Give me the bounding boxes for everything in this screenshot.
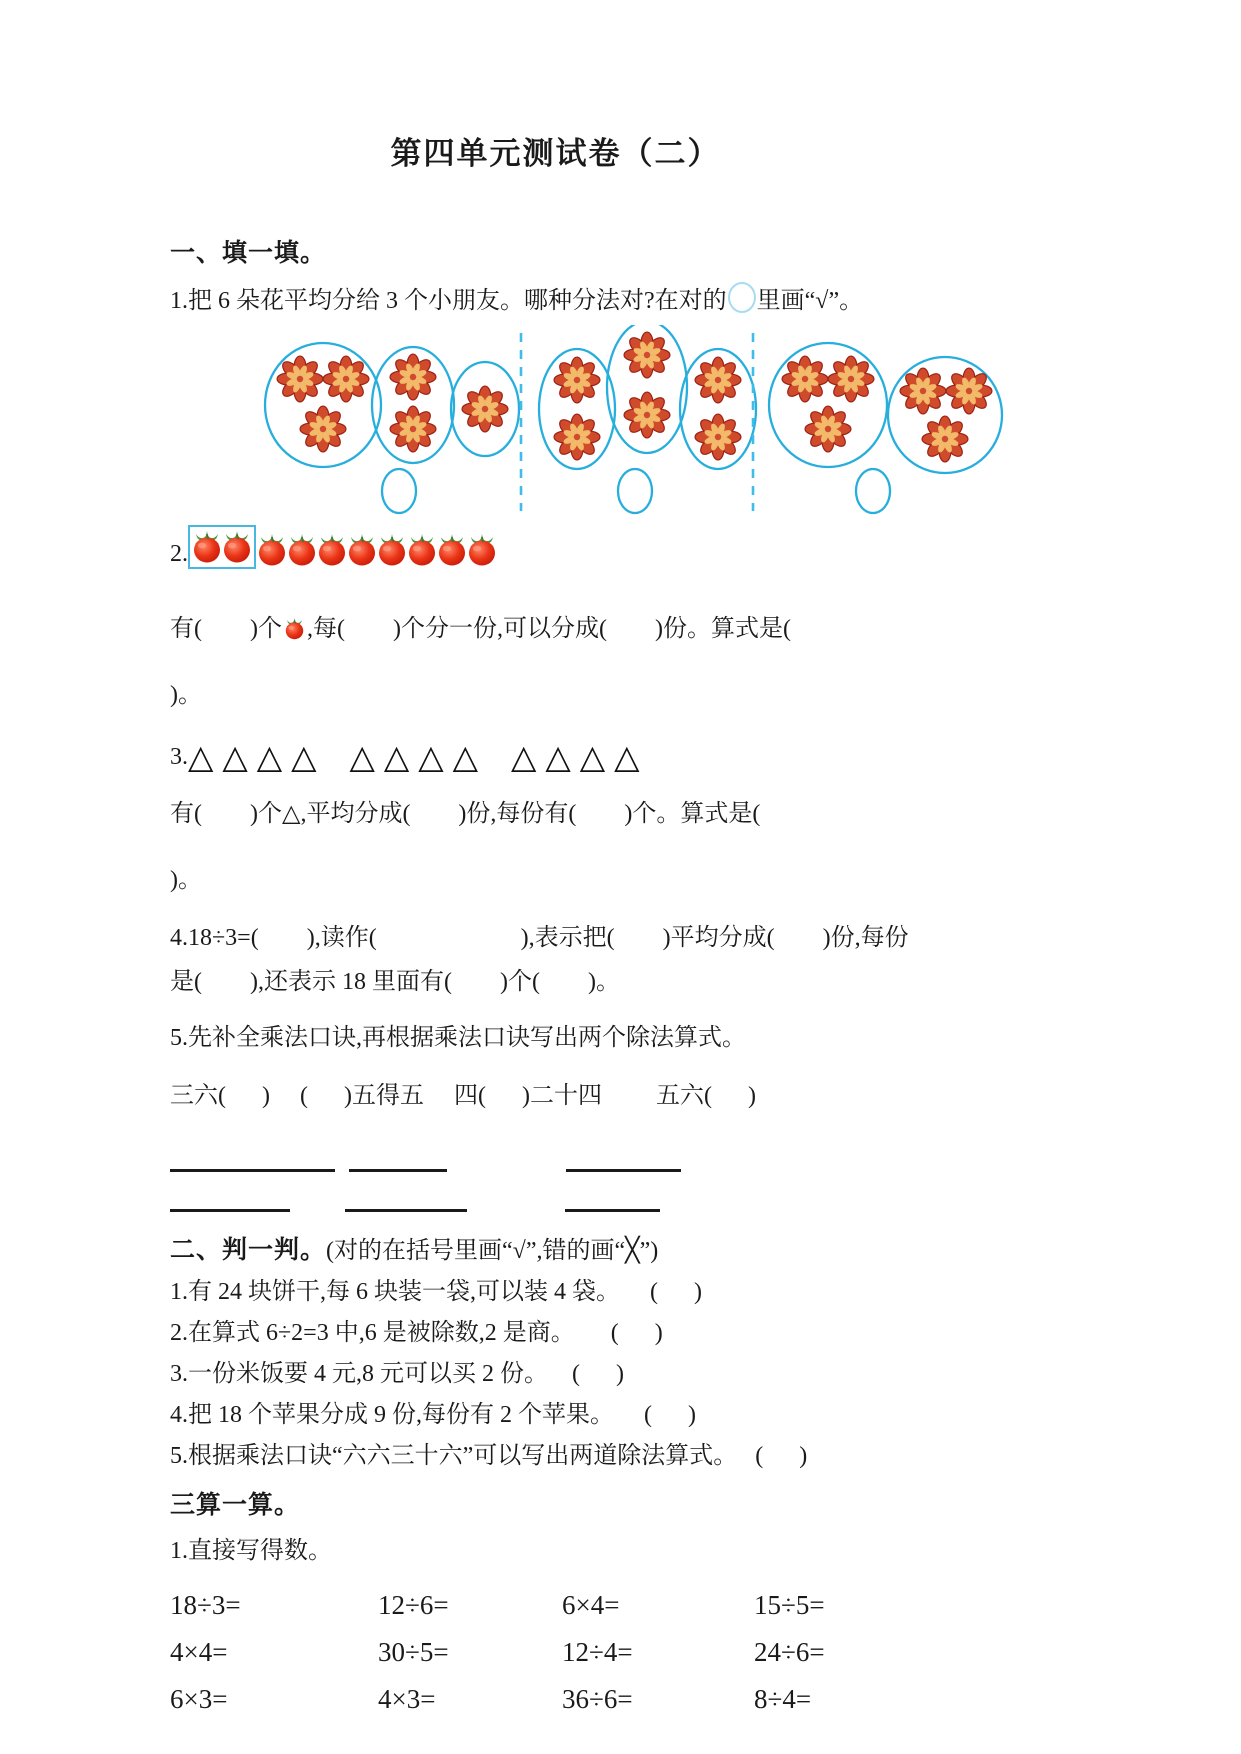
calc-grid [170,1590,1101,1714]
calc-problem: 36÷6= [562,1684,633,1714]
calc-problem: 24÷6= [754,1637,825,1667]
q1-text [170,279,1101,323]
q4-text-line2: 是( ),还表示 18 里面有( )个( )。 [170,969,620,995]
triangle-group: △△△△ [511,737,649,776]
q3-text-line2: )。 [170,867,202,893]
flower-icon [277,356,323,402]
division-blank-row-1 [170,1156,1101,1172]
flower-icon [462,386,508,432]
q2-text-a: 有( )个 [170,616,282,642]
flower-icon [390,354,436,400]
triangle-group: △△△△ [349,737,488,776]
answer-circle [856,469,890,513]
q1-text-after: 里画“√”。 [756,288,864,314]
section2-note: (对的在括号里画“√”,错的画“╳”) [326,1238,659,1264]
tomato-icon [317,531,347,569]
division-blank-row-2 [170,1196,1101,1212]
tomato-icon [437,531,467,569]
flower-icon [922,416,968,462]
tomato-icon [222,528,252,566]
judge-item: 3.一份米饭要 4 元,8 元可以买 2 份。 ( ) [170,1361,624,1387]
flower-icon [946,368,992,414]
answer-line [565,1196,660,1212]
section2-heading: 二、判一判。 [170,1236,327,1264]
calc-problem: 8÷4= [754,1684,812,1714]
judge-item: 5.根据乘法口诀“六六三十六”可以写出两道除法算式。 ( ) [170,1443,808,1469]
calc-row [170,1684,1101,1714]
q5-text: 5.先补全乘法口诀,再根据乘法口诀写出两个除法算式。 [170,1025,746,1051]
flower-icon [695,414,741,460]
q2-text-line1 [170,607,1101,651]
tomato-icon [192,528,222,566]
calc-problem: 12÷6= [378,1590,449,1620]
q3-number: 3. [170,743,188,770]
q2-text-b: ,每( )个分一份,可以分成( )份。算式是( [306,616,791,642]
q3-text-line1: 有( )个△,平均分成( )份,每份有( )个。算式是( [170,801,761,827]
flower-icon [554,357,600,403]
answer-line [170,1156,335,1172]
answer-circle [618,469,652,513]
calc-problem: 30÷5= [378,1637,449,1667]
calc-row [170,1590,1101,1620]
judge-items [170,1272,1101,1477]
answer-circle-icon [728,282,756,313]
tomato-icon [347,531,377,569]
calc-row [170,1637,1101,1667]
section2-heading-row [170,1230,1101,1266]
judge-item: 1.有 24 块饼干,每 6 块装一袋,可以装 4 袋。 ( ) [170,1279,702,1305]
q2-tomato-row [170,525,1101,569]
judge-item: 2.在算式 6÷2=3 中,6 是被除数,2 是商。 ( ) [170,1320,663,1346]
answer-line [566,1156,681,1172]
judge-item: 4.把 18 个苹果分成 9 份,每份有 2 个苹果。 ( ) [170,1402,696,1428]
q4-text-line1: 4.18÷3=( ),读作( ),表示把( )平均分成( )份,每份 [170,925,909,951]
flower-figure-svg [183,325,1083,525]
flower-icon [323,356,369,402]
flower-icon [390,406,436,452]
flower-icon [300,406,346,452]
tomato-icon [467,531,497,569]
tomato-icon [257,531,287,569]
tomato-row-images [188,525,497,569]
q2-text-line2: )。 [170,682,202,708]
tomato-icon [282,613,307,643]
calc-problem: 6×4= [562,1590,620,1620]
flower-icon [554,414,600,460]
tomato-icon [407,531,437,569]
section1-heading: 一、填一填。 [170,239,327,267]
flower-icon [624,332,670,378]
flower-icon [805,406,851,452]
flower-icon [782,356,828,402]
calc-problem: 12÷4= [562,1637,633,1667]
q5-formula-line: 三六( ) ( )五得五 四( )二十四 五六( ) [170,1083,756,1109]
answer-line [349,1156,447,1172]
answer-line [345,1196,467,1212]
q2-number: 2. [170,541,188,567]
tomato-icon [377,531,407,569]
triangle-group: △△△△ [188,737,326,776]
page-title: 第四单元测试卷（二） [390,136,721,171]
calc-problem: 15÷5= [754,1590,825,1620]
answer-line [170,1196,290,1212]
answer-circle [382,469,416,513]
calc-problem: 4×4= [170,1637,228,1667]
section3-heading: 三算一算。 [170,1491,301,1519]
flower-icon [624,392,670,438]
calc-problem: 4×3= [378,1684,436,1714]
q1-text-before: 1.把 6 朵花平均分给 3 个小朋友。哪种分法对?在对的 [170,288,727,314]
calc-problem: 18÷3= [170,1590,241,1620]
section3-sub: 1.直接写得数。 [170,1538,332,1564]
calc-problem: 6×3= [170,1684,228,1714]
q3-triangle-row [170,737,1101,776]
tomato-selection-box [188,525,256,569]
tomato-icon [287,531,317,569]
flower-icon [900,368,946,414]
flower-icon [828,356,874,402]
flower-icon [695,357,741,403]
triangle-groups [188,737,673,776]
